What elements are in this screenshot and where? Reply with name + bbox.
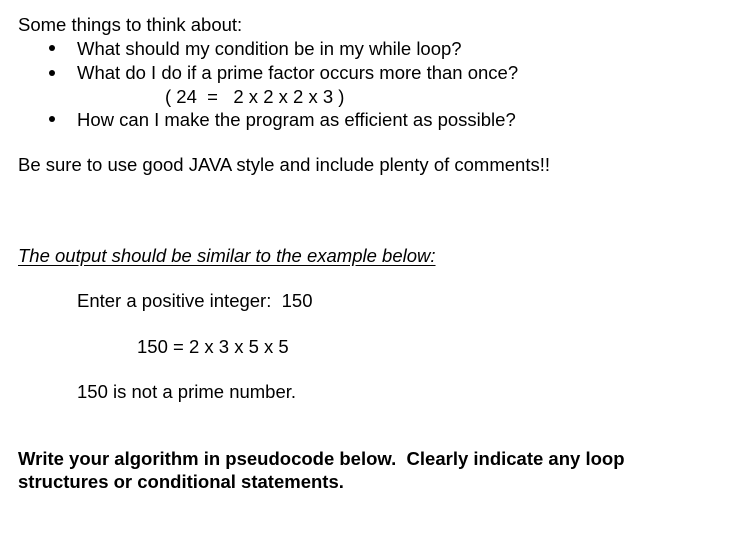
- bullet-dot: [49, 70, 55, 76]
- bullet-dot: [49, 45, 55, 51]
- style-note: Be sure to use good JAVA style and include plenty of comments!!: [18, 154, 551, 175]
- instruction-line-1: Write your algorithm in pseudocode below. Clearly indicate any loop: [18, 448, 625, 469]
- intro-heading: Some things to think about:: [18, 14, 243, 35]
- bullet-item-efficiency: How can I make the program as efficient as possible?: [77, 109, 516, 130]
- output-heading: The output should be similar to the example below:: [18, 245, 436, 266]
- sample-result-line: 150 is not a prime number.: [77, 381, 297, 402]
- bullet-item-while-condition: What should my condition be in my while loop?: [77, 38, 462, 59]
- bullet-dot: [49, 116, 55, 122]
- instruction-line-2: structures or conditional statements.: [18, 471, 344, 492]
- sample-factor-line: 150 = 2 x 3 x 5 x 5: [137, 336, 289, 357]
- sample-prompt-line: Enter a positive integer: 150: [77, 290, 313, 311]
- factorization-example: ( 24 = 2 x 2 x 2 x 3 ): [165, 86, 345, 107]
- bullet-item-repeated-factor: What do I do if a prime factor occurs more than once?: [77, 62, 519, 83]
